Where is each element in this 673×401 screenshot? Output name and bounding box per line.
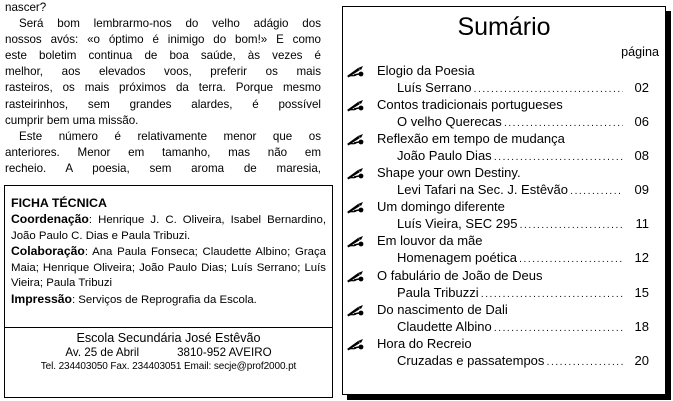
toc-entry-subtitle: Levi Tafari na Sec. J. Estêvão . . . bbox=[397, 181, 623, 200]
toc-entry[interactable] bbox=[343, 301, 665, 335]
street: Av. 25 de Abril bbox=[65, 346, 140, 359]
article-line: melhor, aos elevados voos, preferir os mais bbox=[5, 65, 321, 79]
pagina-header: página bbox=[621, 45, 659, 59]
hand-writing-icon bbox=[346, 338, 366, 352]
toc-entry-page: 20 bbox=[634, 352, 649, 368]
sumario-title: Sumário bbox=[457, 13, 551, 41]
postal-code: 3810-952 AVEIRO bbox=[177, 346, 272, 359]
toc-entry-title[interactable]: Contos tradicionais portugueses bbox=[377, 97, 563, 113]
toc-entry-subtitle: Claudette Albino . . . bbox=[397, 318, 623, 337]
hand-writing-icon bbox=[346, 99, 366, 113]
article-line: nossos avós: «o óptimo é inimigo do bom!» E como bbox=[5, 33, 321, 47]
toc-entry-subtitle: Homenagem poética . . . bbox=[397, 249, 623, 268]
toc-entry-subtitle: João Paulo Dias . . . bbox=[397, 147, 623, 166]
toc-entry-title[interactable]: Hora do Recreio bbox=[377, 335, 472, 351]
article-line: cumprir bem uma missão. bbox=[5, 113, 139, 127]
contact-line: Tel. 234403050 Fax. 234403051 Email: secje@prof2000.pt bbox=[40, 361, 297, 372]
toc-entry[interactable] bbox=[343, 232, 665, 266]
ficha-impressao bbox=[11, 292, 326, 309]
article-line: rasteiros, os mais próximos da terra. Porque mesmo bbox=[5, 81, 321, 95]
toc-entry-subtitle: Cruzadas e passatempos . . . bbox=[397, 352, 623, 371]
impressao-text: : Serviços de Reprografia da Escola. bbox=[71, 293, 257, 306]
toc-entry-page: 06 bbox=[634, 114, 649, 130]
school-name: Escola Secundária José Estêvão bbox=[76, 331, 261, 345]
toc-entry-page: 18 bbox=[634, 318, 649, 334]
article-line: recheio. A poesia, sem aroma de maresia, bbox=[5, 161, 321, 175]
ficha-colaboracao bbox=[11, 244, 326, 292]
hand-writing-icon bbox=[346, 270, 366, 284]
toc-entry-page: 09 bbox=[634, 182, 649, 198]
hand-writing-icon bbox=[346, 65, 366, 79]
ficha-title: FICHA TÉCNICA bbox=[11, 196, 107, 210]
toc-entry-page: 02 bbox=[634, 80, 649, 95]
ficha-coordenacao bbox=[11, 212, 326, 244]
article-line: rasteirinhos, sem grandes alardes, é possível bbox=[5, 97, 321, 111]
toc-entry[interactable] bbox=[343, 62, 665, 96]
toc-entry-title[interactable]: Do nascimento de Dali bbox=[377, 301, 508, 317]
sumario-box bbox=[342, 6, 666, 395]
impressao-label: Impressão bbox=[11, 291, 72, 306]
toc-entry-subtitle: Luís Serrano . . . bbox=[397, 79, 623, 98]
toc-entry-page: 11 bbox=[635, 216, 649, 232]
toc-entry-subtitle: Paula Tribuzzi . . . bbox=[397, 284, 623, 303]
hand-writing-icon bbox=[346, 133, 366, 147]
article-line: Este número é relativamente menor que os bbox=[19, 129, 321, 143]
hand-writing-icon bbox=[346, 201, 366, 215]
toc-entry-title[interactable]: Em louvor da mãe bbox=[377, 233, 483, 249]
article-line: este boletim continua de boa saúde, às vezes é bbox=[5, 49, 321, 63]
toc-entry[interactable] bbox=[343, 164, 665, 198]
colaboracao-label: Colaboração bbox=[11, 244, 85, 259]
toc-entry[interactable] bbox=[343, 267, 665, 301]
toc-entry[interactable] bbox=[343, 335, 665, 369]
toc-entry-page: 12 bbox=[634, 250, 649, 266]
toc-entry-title[interactable]: Shape your own Destiny. bbox=[377, 165, 521, 181]
street-address bbox=[5, 346, 332, 360]
toc-entry[interactable] bbox=[343, 198, 665, 232]
toc-entry-title[interactable]: O fabulário de João de Deus bbox=[377, 267, 543, 283]
ficha-tecnica-box bbox=[4, 185, 333, 328]
colaboracao-text: : Ana Paula Fonseca; Claudette Albino; Graça Maia; Henrique Oliveira; João Paulo Dias; Luís Serrano; Luís Vieira; Paula Tribuzi bbox=[11, 246, 326, 290]
toc-entry-page: 15 bbox=[634, 284, 649, 300]
school-address bbox=[4, 328, 333, 398]
article-line: Será bom lembrarmo-nos do velho adágio dos bbox=[19, 17, 321, 31]
toc-entry-title[interactable]: Elogio da Poesia bbox=[377, 63, 475, 78]
toc-entry-page: 08 bbox=[634, 148, 649, 164]
toc-entry-title[interactable]: Reflexão em tempo de mudança bbox=[377, 131, 565, 147]
coordenacao-text: : Henrique J. C. Oliveira, Isabel Bernardino, João Paulo C. Dias e Paula Tribuzi. bbox=[11, 214, 326, 242]
toc-list bbox=[343, 62, 665, 369]
hand-writing-icon bbox=[346, 235, 366, 249]
hand-writing-icon bbox=[346, 304, 366, 318]
coordenacao-label: Coordenação bbox=[11, 212, 89, 226]
article-text bbox=[5, 0, 321, 177]
toc-entry-subtitle: Luís Vieira, SEC 295 . . . bbox=[397, 215, 623, 234]
hand-writing-icon bbox=[346, 167, 366, 181]
toc-entry-subtitle: O velho Querecas . . . bbox=[397, 113, 623, 132]
toc-entry[interactable] bbox=[343, 130, 665, 164]
toc-entry-title[interactable]: Um domingo diferente bbox=[377, 199, 505, 215]
toc-entry[interactable] bbox=[343, 96, 665, 130]
article-line: anteriores. Menor em tamanho, mas não em bbox=[5, 145, 321, 159]
article-line: nascer? bbox=[5, 1, 47, 14]
